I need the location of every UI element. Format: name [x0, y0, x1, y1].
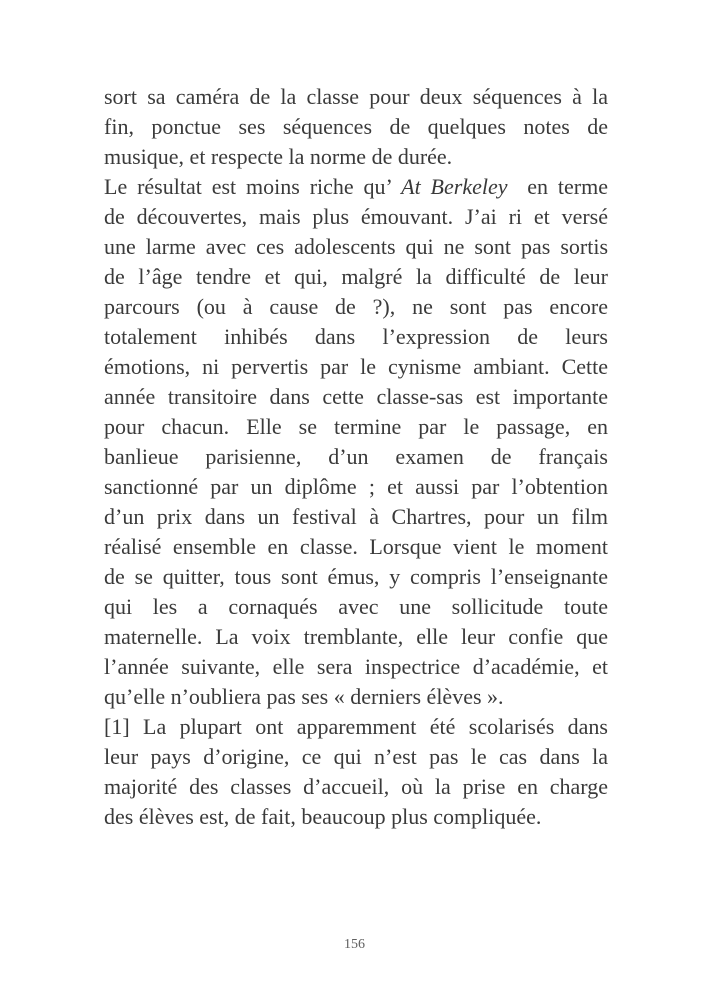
- text-line: [104, 142, 608, 172]
- text-segment: pour chacun. Elle se termine par le passage, en: [104, 414, 608, 439]
- text-segment: Le résultat est moins riche qu’: [104, 174, 402, 199]
- paragraph-2: [104, 172, 608, 712]
- text-segment: totalement inhibés dans l’expression de leurs: [104, 324, 608, 349]
- text-segment: de découvertes, mais plus émouvant. J’ai ri et versé: [104, 204, 608, 229]
- text-line: [104, 202, 608, 232]
- paragraph-1: [104, 82, 608, 172]
- text-segment: des élèves est, de fait, beaucoup plus compliquée.: [104, 804, 542, 829]
- text-segment: d’un prix dans un festival à Chartres, pour un film: [104, 504, 608, 529]
- text-line: [104, 682, 608, 712]
- text-segment: [1] La plupart ont apparemment été scolarisés dans: [104, 714, 608, 739]
- text-line: [104, 352, 608, 382]
- text-line: [104, 742, 608, 772]
- text-line: [104, 532, 608, 562]
- text-line: [104, 442, 608, 472]
- text-line: [104, 82, 608, 112]
- text-segment: banlieue parisienne, d’un examen de français: [104, 444, 608, 469]
- text-segment: de l’âge tendre et qui, malgré la difficulté de leur: [104, 264, 608, 289]
- text-line: [104, 262, 608, 292]
- text-line: [104, 412, 608, 442]
- film-title-italic: At Berkeley: [401, 174, 508, 199]
- text-line: [104, 772, 608, 802]
- text-segment: en terme: [507, 174, 608, 199]
- text-line: [104, 292, 608, 322]
- text-segment: majorité des classes d’accueil, où la prise en charge: [104, 774, 608, 799]
- text-line: [104, 802, 608, 832]
- text-line: [104, 622, 608, 652]
- text-segment: une larme avec ces adolescents qui ne sont pas sortis: [104, 234, 608, 259]
- text-segment: qui les a cornaqués avec une sollicitude toute: [104, 594, 608, 619]
- text-line: [104, 712, 608, 742]
- text-line: [104, 232, 608, 262]
- text-line: [104, 112, 608, 142]
- text-segment: fin, ponctue ses séquences de quelques notes de: [104, 114, 608, 139]
- text-segment: réalisé ensemble en classe. Lorsque vient le moment: [104, 534, 608, 559]
- page-number: 156: [344, 937, 365, 952]
- text-segment: de se quitter, tous sont émus, y compris l’enseignante: [104, 564, 608, 589]
- text-line: [104, 502, 608, 532]
- text-segment: sort sa caméra de la classe pour deux séquences à la: [104, 84, 608, 109]
- text-line: [104, 172, 608, 202]
- text-segment: qu’elle n’oubliera pas ses « derniers élèves ».: [104, 684, 504, 709]
- text-line: [104, 592, 608, 622]
- text-segment: musique, et respecte la norme de durée.: [104, 144, 453, 169]
- text-segment: maternelle. La voix tremblante, elle leur confie que: [104, 624, 608, 649]
- text-segment: sanctionné par un diplôme ; et aussi par l’obtention: [104, 474, 608, 499]
- text-segment: émotions, ni pervertis par le cynisme ambiant. Cette: [104, 354, 608, 379]
- text-line: [104, 382, 608, 412]
- text-segment: leur pays d’origine, ce qui n’est pas le cas dans la: [104, 744, 608, 769]
- text-line: [104, 472, 608, 502]
- text-line: [104, 322, 608, 352]
- body-text: [104, 82, 608, 832]
- text-line: [104, 562, 608, 592]
- paragraph-3: [104, 712, 608, 832]
- text-segment: parcours (ou à cause de ?), ne sont pas encore: [104, 294, 608, 319]
- text-segment: année transitoire dans cette classe-sas est importante: [104, 384, 608, 409]
- text-line: [104, 652, 608, 682]
- text-segment: l’année suivante, elle sera inspectrice d’académie, et: [104, 654, 608, 679]
